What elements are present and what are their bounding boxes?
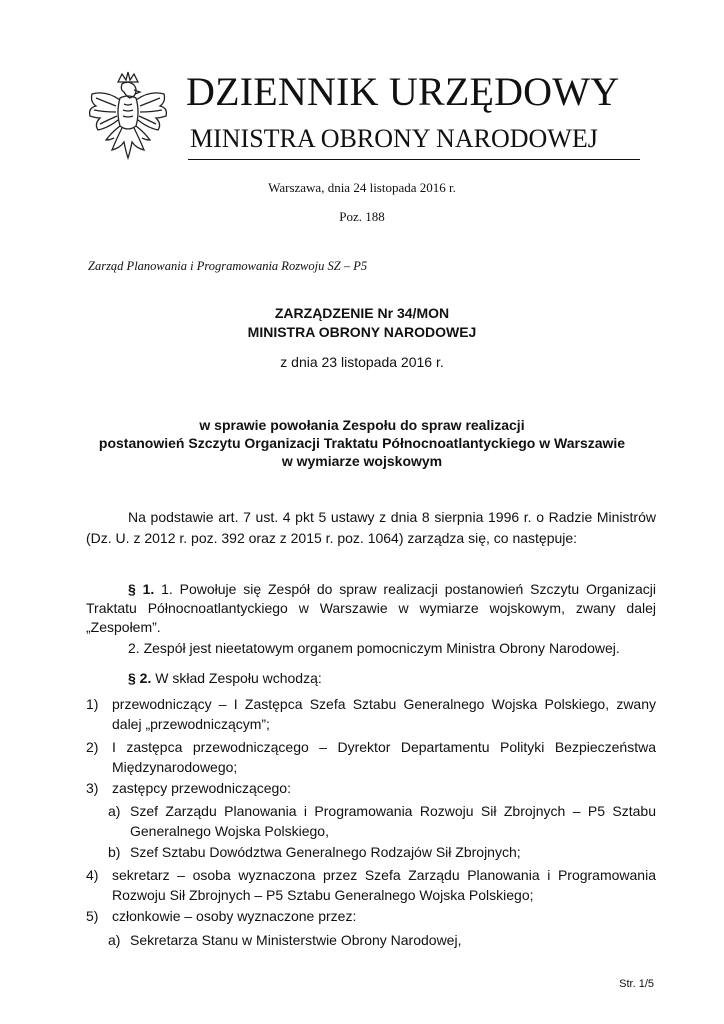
section-2-text: W skład Zespołu wchodzą:	[155, 670, 322, 686]
section-1-paragraph-2: 2. Zespół jest nieetatowym organem pomocniczym Ministra Obrony Narodowej.	[128, 640, 620, 656]
sub-list-item-letter: a)	[108, 932, 121, 948]
list-item-text: członkowie – osoby wyznaczone przez:	[112, 908, 357, 924]
order-title	[0, 304, 724, 342]
subject-line: w wymiarze wojskowym	[281, 453, 443, 469]
journal-subtitle: MINISTRA OBRONY NARODOWEJ	[190, 124, 598, 153]
sub-list-item-text: Szef Zarządu Planowania i Programowania Rozwoju Sił Zbrojnych – P5 Sztabu Generalnego Wojska Polskiego,	[130, 803, 656, 839]
order-subject	[0, 416, 724, 470]
header-divider	[188, 159, 640, 160]
list-item-text: przewodniczący – I Zastępca Szefa Sztabu Generalnego Wojska Polskiego, zwany dalej „przewodniczącym”;	[112, 696, 656, 732]
order-date: z dnia 23 listopada 2016 r.	[280, 354, 444, 370]
list-item	[86, 737, 656, 777]
order-title-line: ZARZĄDZENIE Nr 34/MON	[274, 305, 450, 321]
list-item-text: zastępcy przewodniczącego:	[112, 780, 291, 796]
section-2-label: § 2.	[128, 670, 152, 686]
subject-line: w sprawie powołania Zespołu do spraw realizacji	[199, 417, 525, 433]
sub-list-item	[108, 930, 656, 950]
section-1-paragraph-1	[86, 580, 656, 637]
issuer: Zarząd Planowania i Programowania Rozwoju SZ – P5	[88, 259, 368, 273]
section-1-text: 1. Powołuje się Zespół do spraw realizacji postanowień Szczytu Organizacji Traktatu Północnoatlantyckiego w Warszawie w wymiarze wojskowym, zwany dalej „Zespołem”.	[86, 581, 656, 635]
list-item-number: 3)	[86, 780, 99, 796]
sub-list-item	[108, 842, 656, 862]
sub-list-item-text: Sekretarza Stanu w Ministerstwie Obrony Narodowej,	[130, 932, 462, 948]
list-item	[86, 778, 656, 798]
publication-date: Warszawa, dnia 24 listopada 2016 r.	[268, 180, 456, 195]
preamble: Na podstawie art. 7 ust. 4 pkt 5 ustawy z dnia 8 sierpnia 1996 r. o Radzie Ministrów (Dz. U. z 2012 r. poz. 392 oraz z 2015 r. poz. 1064) zarządza się, co następuje:	[86, 509, 656, 546]
page-number: Str. 1/5	[619, 978, 654, 990]
list-item-number: 4)	[86, 867, 99, 883]
sub-list-item-letter: a)	[108, 803, 121, 819]
section-2-intro	[86, 668, 656, 689]
order-title-line: MINISTRA OBRONY NARODOWEJ	[247, 324, 477, 340]
list-item	[86, 906, 656, 926]
polish-eagle-emblem-icon	[82, 68, 174, 168]
list-item-text: I zastępca przewodniczącego – Dyrektor Departamentu Polityki Bezpieczeństwa Międzynarodowego;	[112, 739, 656, 775]
list-item-number: 2)	[86, 739, 99, 755]
section-1-label: § 1.	[128, 581, 155, 597]
list-item-text: sekretarz – osoba wyznaczona przez Szefa Zarządu Planowania i Programowania Rozwoju Sił Zbrojnych – P5 Sztabu Generalnego Wojska Polskiego;	[112, 867, 656, 903]
position-number: Poz. 188	[339, 209, 385, 224]
subject-line: postanowień Szczytu Organizacji Traktatu Północnoatlantyckiego w Warszawie	[98, 435, 626, 451]
journal-title: DZIENNIK URZĘDOWY	[186, 69, 620, 114]
sub-list-item	[108, 801, 656, 841]
list-item-number: 1)	[86, 696, 99, 712]
sub-list-item-letter: b)	[108, 844, 121, 860]
list-item	[86, 865, 656, 905]
list-item-number: 5)	[86, 908, 99, 924]
sub-list-item-text: Szef Sztabu Dowództwa Generalnego Rodzajów Sił Zbrojnych;	[130, 844, 521, 860]
list-item	[86, 694, 656, 734]
